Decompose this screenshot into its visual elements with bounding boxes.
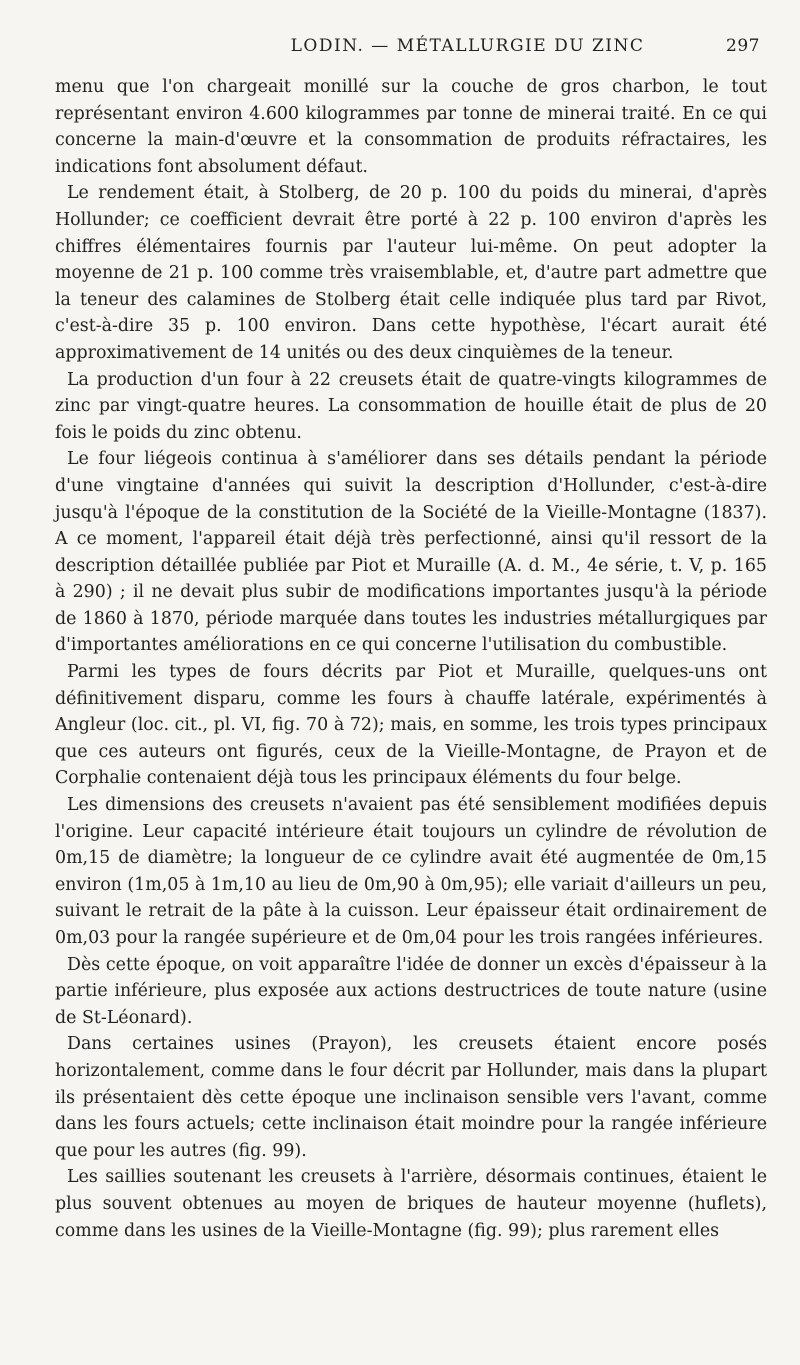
paragraph-6: Les dimensions des creusets n'avaient pas été sensiblement modifiées depuis l'origine. Leur capacité intérieure était toujours un cylindre de révolution de 0m,15 de diamètre; la longueur de ce cylindre avait été augmentée de 0m,15 environ (1m,05 à 1m,10 au lieu de 0m,90 à 0m,95); elle variait d'ailleurs un peu, suivant le retrait de la pâte à la cuisson. Leur épaisseur était ordinairement de 0m,03 pour la rangée supérieure et de 0m,04 pour les trois rangées inférieures. bbox=[55, 795, 767, 948]
page-number: 297 bbox=[726, 36, 760, 56]
paragraph-5: Parmi les types de fours décrits par Piot et Muraille, quelques-uns ont définitivement disparu, comme les fours à chauffe latérale, expérimentés à Angleur (loc. cit., pl. VI, fig. 70 à 72); mais, en somme, les trois types principaux que ces auteurs ont figurés, ceux de la Vieille-Montagne, de Prayon et de Corphalie contenaient déjà tous les principaux éléments du four belge. bbox=[55, 662, 767, 789]
paragraph-3: La production d'un four à 22 creusets était de quatre-vingts kilogrammes de zinc par vingt-quatre heures. La consommation de houille était de plus de 20 fois le poids du zinc obtenu. bbox=[55, 369, 767, 443]
paragraph-4: Le four liégeois continua à s'améliorer dans ses détails pendant la période d'une vingtaine d'années qui suivit la description d'Hollunder, c'est-à-dire jusqu'à l'époque de la constitution de la Société de la Vieille-Montagne (1837). A ce moment, l'appareil était déjà très perfectionné, ainsi qu'il ressort de la description détaillée publiée par Piot et Muraille (A. d. M., 4e série, t. V, p. 165 à 290) ; il ne devait plus subir de modifications importantes jusqu'à la période de 1860 à 1870, période marquée dans toutes les industries métallurgiques par d'importantes améliorations en ce qui concerne l'utilisation du combustible. bbox=[55, 449, 767, 656]
running-title: LODIN. — MÉTALLURGIE DU ZINC bbox=[290, 36, 645, 56]
paragraph-1: menu que l'on chargeait monillé sur la couche de gros charbon, le tout représentant environ 4.600 kilogrammes par tonne de minerai traité. En ce qui concerne la main-d'œuvre et la consommation de produits réfractaires, les indications font absolument défaut. bbox=[55, 77, 767, 177]
paragraph-7: Dès cette époque, on voit apparaître l'idée de donner un excès d'épaisseur à la partie inférieure, plus exposée aux actions destructrices de toute nature (usine de St-Léonard). bbox=[55, 954, 767, 1028]
page-body bbox=[55, 74, 767, 1244]
paragraph-9: Les saillies soutenant les creusets à l'arrière, désormais continues, étaient le plus souvent obtenues au moyen de briques de hauteur moyenne (huflets), comme dans les usines de la Vieille-Montagne (fig. 99); plus rarement elles bbox=[55, 1167, 767, 1241]
running-header bbox=[55, 36, 760, 60]
paragraph-8: Dans certaines usines (Prayon), les creusets étaient encore posés horizontalement, comme dans le four décrit par Hollunder, mais dans la plupart ils présentaient dès cette époque une inclinaison sensible vers l'avant, comme dans les fours actuels; cette inclinaison était moindre pour la rangée inférieure que pour les autres (fig. 99). bbox=[55, 1034, 767, 1161]
paragraph-2: Le rendement était, à Stolberg, de 20 p. 100 du poids du minerai, d'après Hollunder; ce coefficient devrait être porté à 22 p. 100 environ d'après les chiffres élémentaires fournis par l'auteur lui-même. On peut adopter la moyenne de 21 p. 100 comme très vraisemblable, et, d'autre part admettre que la teneur des calamines de Stolberg était celle indiquée plus tard par Rivot, c'est-à-dire 35 p. 100 environ. Dans cette hypothèse, l'écart aurait été approximativement de 14 unités ou des deux cinquièmes de la teneur. bbox=[55, 183, 767, 363]
